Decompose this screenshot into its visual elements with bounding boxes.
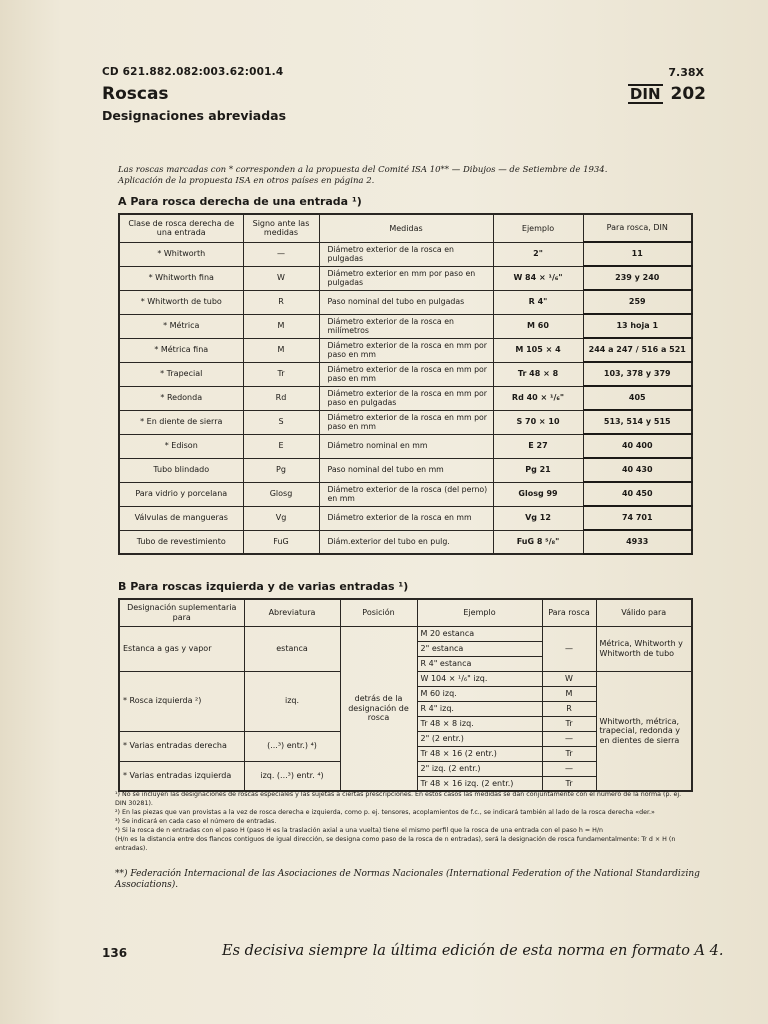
signo-cell: FuG — [243, 530, 319, 554]
ejemplo-cell: FuG 8 ⁵/₈" — [493, 530, 583, 554]
medidas-cell: Diámetro exterior de la rosca en mm por paso en mm — [319, 410, 493, 434]
signo-cell: M — [243, 314, 319, 338]
ejemplo-cell: R 4" estanca — [417, 656, 542, 671]
din-cell: 259 — [583, 290, 692, 314]
para-rosca-cell: — — [542, 731, 596, 746]
valido-cell: Métrica, Whitworth y Whitworth de tubo — [596, 626, 692, 671]
din-cell: 513, 514 y 515 — [583, 410, 692, 434]
medidas-cell: Diámetro exterior de la rosca en mm — [319, 506, 493, 530]
clase-cell: Válvulas de mangueras — [119, 506, 243, 530]
document-code: 7.38X — [668, 66, 704, 79]
footnote: ⁴) Si la rosca de n entradas con el paso H (paso H es la traslación axial a una vuelta) tiene el mismo perfil que la rosca de una entrada con el paso h = H/n — [115, 827, 603, 834]
designacion-cell: * Rosca izquierda ²) — [119, 671, 244, 731]
table-row — [119, 242, 692, 266]
para-rosca-cell: Tr — [542, 716, 596, 731]
ejemplo-cell: Glosg 99 — [493, 482, 583, 506]
ejemplo-cell: R 4" izq. — [417, 701, 542, 716]
para-rosca-cell: Tr — [542, 746, 596, 761]
ejemplo-cell: Tr 48 × 16 (2 entr.) — [417, 746, 542, 761]
signo-cell: Pg — [243, 458, 319, 482]
federation-note: **) Federación Internacional de las Asociaciones de Normas Nacionales (International Federation of the National Standardizing Associations). — [115, 869, 700, 890]
abreviatura-cell: izq. — [244, 671, 340, 731]
din-cell: 13 hoja 1 — [583, 314, 692, 338]
abreviatura-cell: izq. (...³) entr. ⁴) — [244, 761, 340, 791]
table-row — [119, 410, 692, 434]
page-title: Roscas — [102, 84, 169, 104]
table-row — [119, 458, 692, 482]
medidas-cell: Diámetro exterior en mm por paso en pulgadas — [319, 266, 493, 290]
intro-text — [118, 165, 658, 187]
medidas-cell: Diámetro exterior de la rosca en mm por paso en pulgadas — [319, 386, 493, 410]
table-header-row — [119, 214, 692, 242]
medidas-cell: Diámetro exterior de la rosca en pulgadas — [319, 242, 493, 266]
ejemplo-cell: Tr 48 × 8 izq. — [417, 716, 542, 731]
medidas-cell: Paso nominal del tubo en pulgadas — [319, 290, 493, 314]
signo-cell: S — [243, 410, 319, 434]
clase-cell: Tubo de revestimiento — [119, 530, 243, 554]
abreviatura-cell: estanca — [244, 626, 340, 671]
table-row — [119, 506, 692, 530]
footnote: (H/n es la distancia entre dos flancos contiguos de igual dirección, se designa como paso de la rosca de n entradas), será la designación de rosca fundamentalmente: Tr d × H (n entradas). — [115, 836, 676, 852]
section-b-title: B Para roscas izquierda y de varias entradas ¹) — [118, 580, 409, 593]
table-row — [119, 290, 692, 314]
table-a — [118, 213, 693, 555]
footnote: ¹) No se incluyen las designaciones de roscas especiales y las sujetas a ciertas prescripciones. En estos casos las medidas se dan conjuntamente con el número de la norma (p. ej. DIN 30281). — [115, 791, 682, 807]
ejemplo-cell: M 105 × 4 — [493, 338, 583, 362]
din-label: DIN — [629, 85, 661, 103]
table-b — [118, 598, 693, 792]
clase-cell: * Whitworth de tubo — [119, 290, 243, 314]
footnote: ²) En las piezas que van provistas a la vez de rosca derecha e izquierda, como p. ej. tensores, acoplamientos de f.c., se indicará también al lado de la rosca derecha «der.» — [115, 809, 655, 816]
header-medidas: Medidas — [319, 214, 493, 242]
abreviatura-cell: (...³) entr.) ⁴) — [244, 731, 340, 761]
medidas-cell: Diám.exterior del tubo en pulg. — [319, 530, 493, 554]
clase-cell: * Edison — [119, 434, 243, 458]
ejemplo-cell: M 60 — [493, 314, 583, 338]
signo-cell: R — [243, 290, 319, 314]
medidas-cell: Diámetro exterior de la rosca en milímetros — [319, 314, 493, 338]
table-row — [119, 434, 692, 458]
ejemplo-cell: M 20 estanca — [417, 626, 542, 641]
para-rosca-cell: R — [542, 701, 596, 716]
signo-cell: — — [243, 242, 319, 266]
ejemplo-cell: Rd 40 × ¹/₆" — [493, 386, 583, 410]
din-number: 202 — [670, 84, 706, 104]
posicion-cell: detrás de la designación de rosca — [340, 626, 417, 791]
designacion-cell: * Varias entradas derecha — [119, 731, 244, 761]
clase-cell: * Redonda — [119, 386, 243, 410]
table-row — [119, 626, 692, 641]
ejemplo-cell: 2" izq. (2 entr.) — [417, 761, 542, 776]
din-cell: 40 400 — [583, 434, 692, 458]
page-subtitle: Designaciones abreviadas — [102, 108, 287, 123]
header-abreviatura: Abreviatura — [244, 599, 340, 626]
valido-cell: Whitworth, métrica, trapecial, redonda y en dientes de sierra — [596, 671, 692, 791]
din-cell: 244 a 247 / 516 a 521 — [583, 338, 692, 362]
header-designacion: Designación suplementaria para — [119, 599, 244, 626]
signo-cell: Vg — [243, 506, 319, 530]
page-number: 136 — [102, 946, 128, 960]
section-a-title: A Para rosca derecha de una entrada ¹) — [118, 195, 362, 208]
ejemplo-cell: Tr 48 × 16 izq. (2 entr.) — [417, 776, 542, 791]
header-din: Para rosca, DIN — [583, 214, 692, 242]
clase-cell: * Métrica fina — [119, 338, 243, 362]
signo-cell: W — [243, 266, 319, 290]
footer-text: Es decisiva siempre la última edición de esta norma en formato A 4. — [222, 943, 724, 959]
medidas-cell: Diámetro nominal en mm — [319, 434, 493, 458]
footnote: ³) Se indicará en cada caso el número de entradas. — [115, 818, 277, 825]
intro-line: Aplicación de la propuesta ISA en otros países en página 2. — [118, 176, 375, 186]
clase-cell: * En diente de sierra — [119, 410, 243, 434]
din-cell: 40 430 — [583, 458, 692, 482]
clase-cell: * Whitworth fina — [119, 266, 243, 290]
clase-cell: Para vidrio y porcelana — [119, 482, 243, 506]
signo-cell: Rd — [243, 386, 319, 410]
clase-cell: Tubo blindado — [119, 458, 243, 482]
table-row — [119, 530, 692, 554]
footnotes — [115, 790, 690, 853]
medidas-cell: Diámetro exterior de la rosca (del perno) en mm — [319, 482, 493, 506]
table-row — [119, 314, 692, 338]
din-cell: 11 — [583, 242, 692, 266]
ejemplo-cell: 2" (2 entr.) — [417, 731, 542, 746]
ejemplo-cell: 2" — [493, 242, 583, 266]
ejemplo-cell: M 60 izq. — [417, 686, 542, 701]
para-rosca-cell: W — [542, 671, 596, 686]
din-cell: 4933 — [583, 530, 692, 554]
cd-classification: CD 621.882.082:003.62:001.4 — [102, 66, 284, 78]
clase-cell: * Métrica — [119, 314, 243, 338]
header-clase: Clase de rosca derecha de una entrada — [119, 214, 243, 242]
table-row — [119, 266, 692, 290]
designacion-cell: Estanca a gas y vapor — [119, 626, 244, 671]
table-row — [119, 338, 692, 362]
header-ejemplo: Ejemplo — [417, 599, 542, 626]
header-signo: Signo ante las medidas — [243, 214, 319, 242]
signo-cell: E — [243, 434, 319, 458]
din-cell: 239 y 240 — [583, 266, 692, 290]
para-rosca-cell: — — [542, 626, 596, 671]
ejemplo-cell: Tr 48 × 8 — [493, 362, 583, 386]
clase-cell: * Whitworth — [119, 242, 243, 266]
header-valido: Válido para — [596, 599, 692, 626]
ejemplo-cell: 2" estanca — [417, 641, 542, 656]
clase-cell: * Trapecial — [119, 362, 243, 386]
ejemplo-cell: W 84 × ¹/₆" — [493, 266, 583, 290]
medidas-cell: Paso nominal del tubo en mm — [319, 458, 493, 482]
table-row — [119, 362, 692, 386]
ejemplo-cell: Pg 21 — [493, 458, 583, 482]
din-cell: 103, 378 y 379 — [583, 362, 692, 386]
table-row — [119, 386, 692, 410]
din-cell: 40 450 — [583, 482, 692, 506]
header-para-rosca: Para rosca — [542, 599, 596, 626]
para-rosca-cell: — — [542, 761, 596, 776]
para-rosca-cell: M — [542, 686, 596, 701]
din-cell: 405 — [583, 386, 692, 410]
ejemplo-cell: S 70 × 10 — [493, 410, 583, 434]
ejemplo-cell: W 104 × ¹/₆" izq. — [417, 671, 542, 686]
medidas-cell: Diámetro exterior de la rosca en mm por paso en mm — [319, 338, 493, 362]
header-ejemplo: Ejemplo — [493, 214, 583, 242]
signo-cell: Glosg — [243, 482, 319, 506]
header-posicion: Posición — [340, 599, 417, 626]
para-rosca-cell: Tr — [542, 776, 596, 791]
signo-cell: Tr — [243, 362, 319, 386]
ejemplo-cell: R 4" — [493, 290, 583, 314]
designacion-cell: * Varias entradas izquierda — [119, 761, 244, 791]
signo-cell: M — [243, 338, 319, 362]
medidas-cell: Diámetro exterior de la rosca en mm por paso en mm — [319, 362, 493, 386]
intro-line: Las roscas marcadas con * corresponden a la propuesta del Comité ISA 10** — Dibujos — de Setiembre de 1934. — [118, 165, 608, 175]
ejemplo-cell: E 27 — [493, 434, 583, 458]
din-cell: 74 701 — [583, 506, 692, 530]
table-row — [119, 482, 692, 506]
table-header-row — [119, 599, 692, 626]
ejemplo-cell: Vg 12 — [493, 506, 583, 530]
din-badge — [628, 84, 706, 104]
